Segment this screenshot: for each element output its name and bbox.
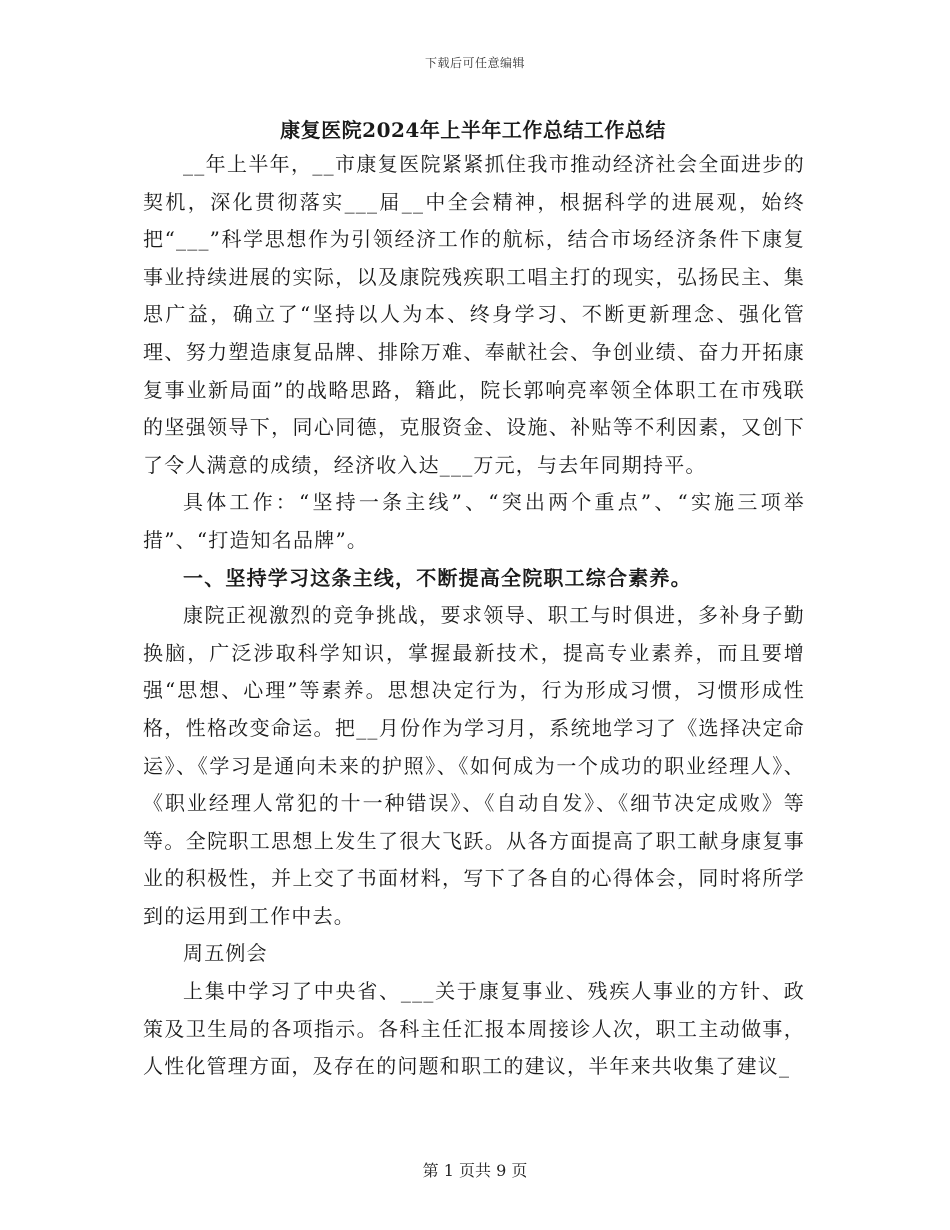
paragraph-learning: 康院正视激烈的竞争挑战，要求领导、职工与时俱进，多补身子勤换脑，广泛涉取科学知识，掌握最新技术，提高专业素养，而且要增强“思想、心理”等素养。思想决定行为，行为形成习惯，习惯形成性格，性格改变命运。把__月份作为学习月，系统地学习了《选择决定命运》、《学习是通向未来的护照》、《如何成为一个成功的职业经理人》、《职业经理人常犯的十一种错误》、《自动自发》、《细节决定成败》等等。全院职工思想上发生了很大飞跃。从各方面提高了职工献身康复事业的积极性，并上交了书面材料，写下了各自的心得体会，同时将所学到的运用到工作中去。 (143, 603, 805, 928)
paragraph-friday-meeting: 周五例会 (183, 941, 268, 966)
page-footer: 第 1 页共 9 页 (422, 1161, 528, 1180)
section-heading-1: 一、坚持学习这条主线，不断提高全院职工综合素养。 (183, 565, 692, 590)
header-note: 下载后可任意编辑 (424, 56, 525, 70)
document-title: 康复医院2024年上半年工作总结工作总结 (280, 118, 666, 142)
paragraph-meeting-content: 上集中学习了中央省、___关于康复事业、残疾人事业的方针、政策及卫生局的各项指示。各科主任汇报本周接诊人次，职工主动做事，人性化管理方面，及存在的问题和职工的建议，半年来共收集了建议_ (143, 979, 805, 1079)
paragraph-intro: __年上半年，__市康复医院紧紧抓住我市推动经济社会全面进步的契机，深化贯彻落实___届__中全会精神，根据科学的进展观，始终把“___”科学思想作为引领经济工作的航标，结合市场经济条件下康复事业持续进展的实际，以及康院残疾职工唱主打的现实，弘扬民主、集思广益，确立了“坚持以人为本、终身学习、不断更新理念、强化管理、努力塑造康复品牌、排除万难、奉献社会、争创业绩、奋力开拓康复事业新局面”的战略思路，籍此，院长郭响亮率领全体职工在市残联的坚强领导下，同心同德，克服资金、设施、补贴等不利因素，又创下了令人满意的成绩，经济收入达___万元，与去年同期持平。 (143, 152, 805, 477)
document-body (143, 146, 805, 1086)
paragraph-specific-work: 具体工作：“坚持一条主线”、“突出两个重点”、“实施三项举措”、“打造知名品牌”。 (143, 490, 805, 552)
